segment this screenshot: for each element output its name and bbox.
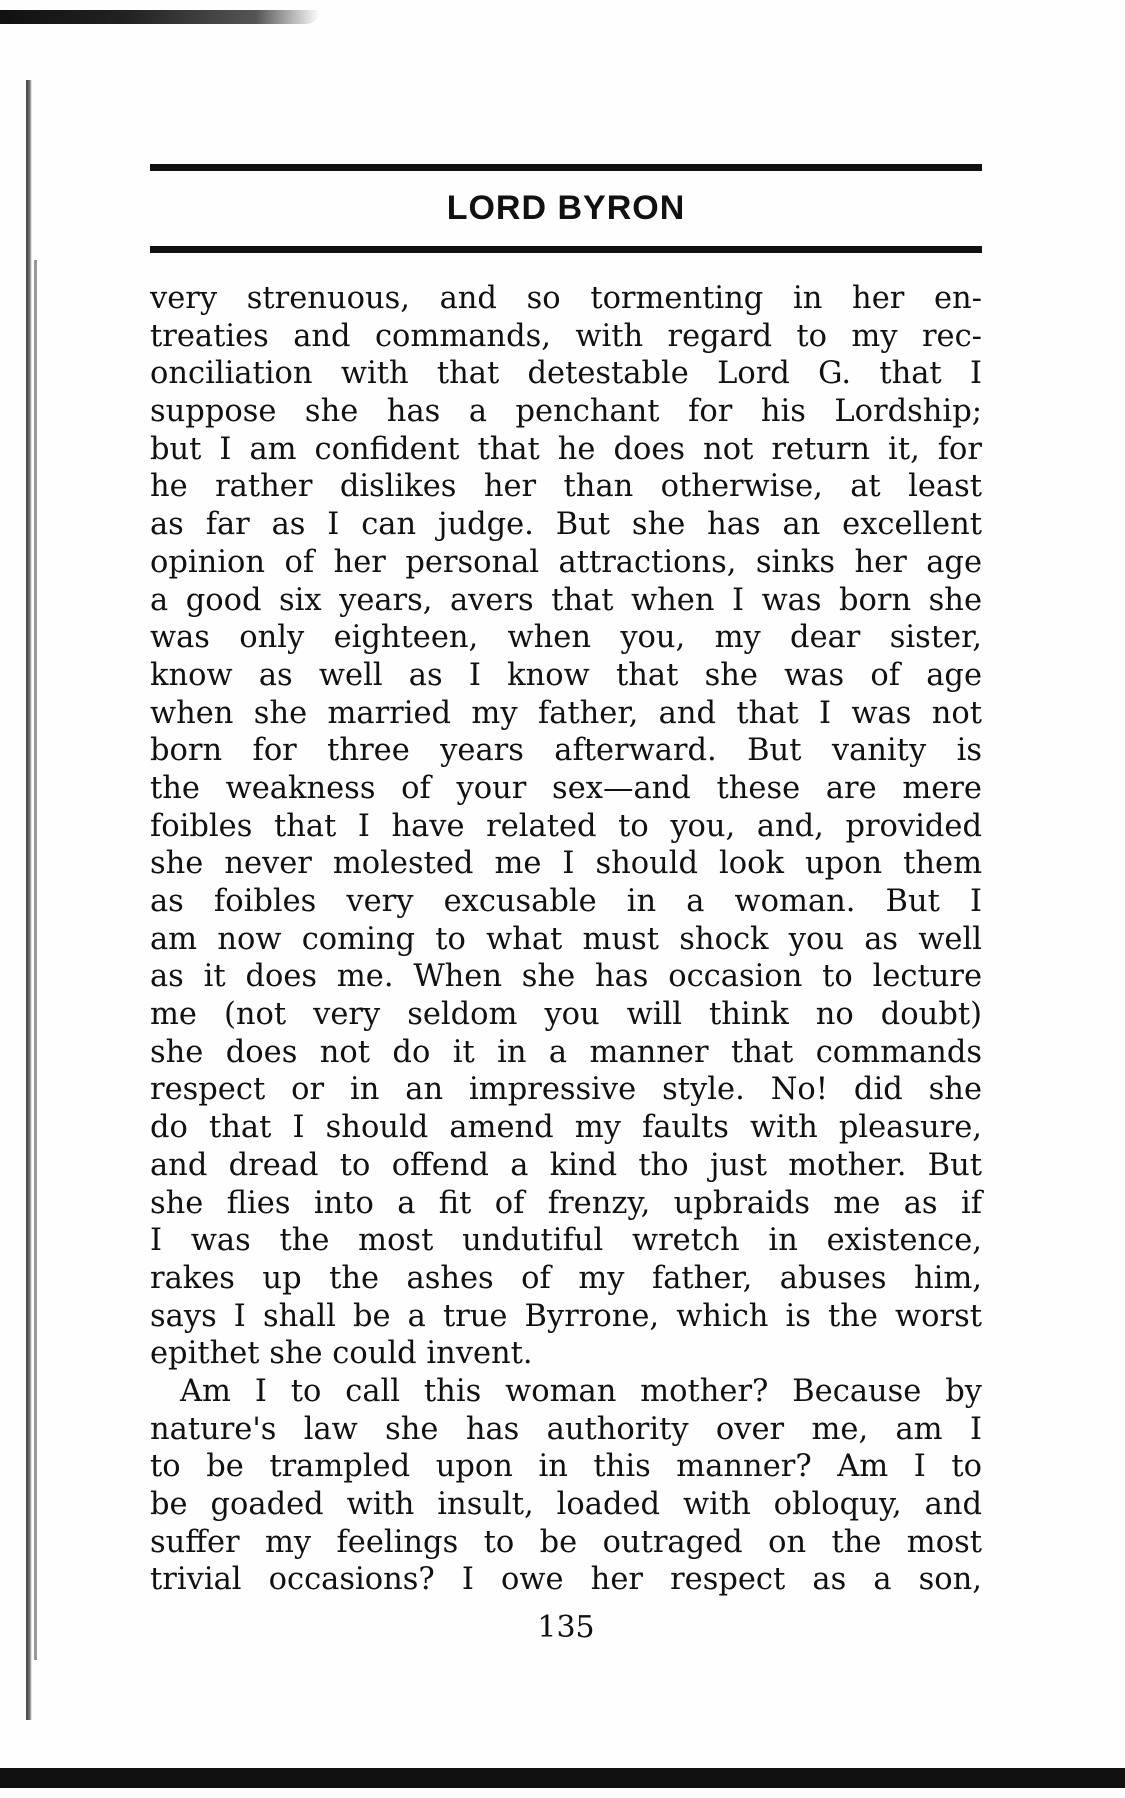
text-line: very strenuous, and so tormenting in her en- — [150, 281, 982, 316]
page-number: 135 — [537, 1610, 595, 1645]
scan-artifact-bottom — [0, 1768, 1125, 1788]
text-line: be goaded with insult, loaded with obloquy, and — [150, 1487, 982, 1522]
text-line: nature's law she has authority over me, am I — [150, 1411, 982, 1447]
text-line: know as well as I know that she was of age — [150, 657, 982, 693]
paragraph — [150, 1373, 982, 1599]
text-line: to be trampled upon in this manner? Am I to — [150, 1449, 982, 1485]
running-title: LORD BYRON — [446, 189, 686, 227]
paragraph — [150, 280, 982, 1373]
text-line: as it does me. When she has occasion to lecture — [150, 959, 982, 995]
text-line: suppose she has a penchant for his Lordship; — [150, 394, 982, 430]
scan-artifact-left-edge-inner — [34, 260, 37, 1660]
text-line: foibles that I have related to you, and, provided — [150, 808, 982, 844]
text-line: the weakness of your sex—and these are mere — [150, 770, 982, 806]
text-line: but I am confident that he does not return it, for — [150, 431, 982, 467]
text-line: opinion of her personal attractions, sinks her age — [150, 544, 982, 580]
text-line: he rather dislikes her than otherwise, at least — [150, 469, 982, 505]
text-line: do that I should amend my faults with pleasure, — [150, 1110, 982, 1146]
text-line: a good six years, avers that when I was born she — [150, 582, 982, 618]
text-line: she never molested me I should look upon them — [150, 846, 982, 882]
text-line: treaties and commands, with regard to my rec- — [150, 318, 982, 354]
scan-artifact-left-edge — [26, 80, 32, 1720]
text-line: onciliation with that detestable Lord G. that I — [150, 356, 982, 392]
text-line: suffer my feelings to be outraged on the most — [150, 1524, 982, 1560]
header-rule-bottom — [150, 246, 982, 253]
text-line: she does not do it in a manner that commands — [150, 1034, 982, 1070]
header-rule-top — [150, 164, 982, 171]
text-line: trivial occasions? I owe her respect as a son, — [150, 1562, 982, 1598]
text-line: was only eighteen, when you, my dear sister, — [150, 620, 982, 656]
text-line: born for three years afterward. But vanity is — [150, 733, 982, 769]
text-line: and dread to offend a kind tho just mother. But — [150, 1147, 982, 1183]
text-line: rakes up the ashes of my father, abuses him, — [150, 1260, 982, 1296]
scan-artifact-top — [0, 10, 320, 24]
text-line: epithet she could invent. — [150, 1336, 533, 1372]
text-line: am now coming to what must shock you as well — [150, 921, 982, 957]
text-line: Am I to call this woman mother? Because by — [180, 1373, 982, 1409]
text-line: me (not very seldom you will think no doubt) — [150, 997, 982, 1033]
text-line: says I shall be a true Byrrone, which is the worst — [150, 1298, 982, 1334]
text-line: when she married my father, and that I was not — [150, 695, 982, 731]
text-line: respect or in an impressive style. No! did she — [150, 1072, 982, 1108]
text-line: as foibles very excusable in a woman. But I — [150, 884, 982, 919]
text-line: I was the most undutiful wretch in existence, — [150, 1223, 982, 1259]
text-line: as far as I can judge. But she has an excellent — [150, 507, 982, 543]
body-text — [150, 280, 982, 1599]
text-line: she flies into a fit of frenzy, upbraids me as if — [150, 1185, 982, 1221]
